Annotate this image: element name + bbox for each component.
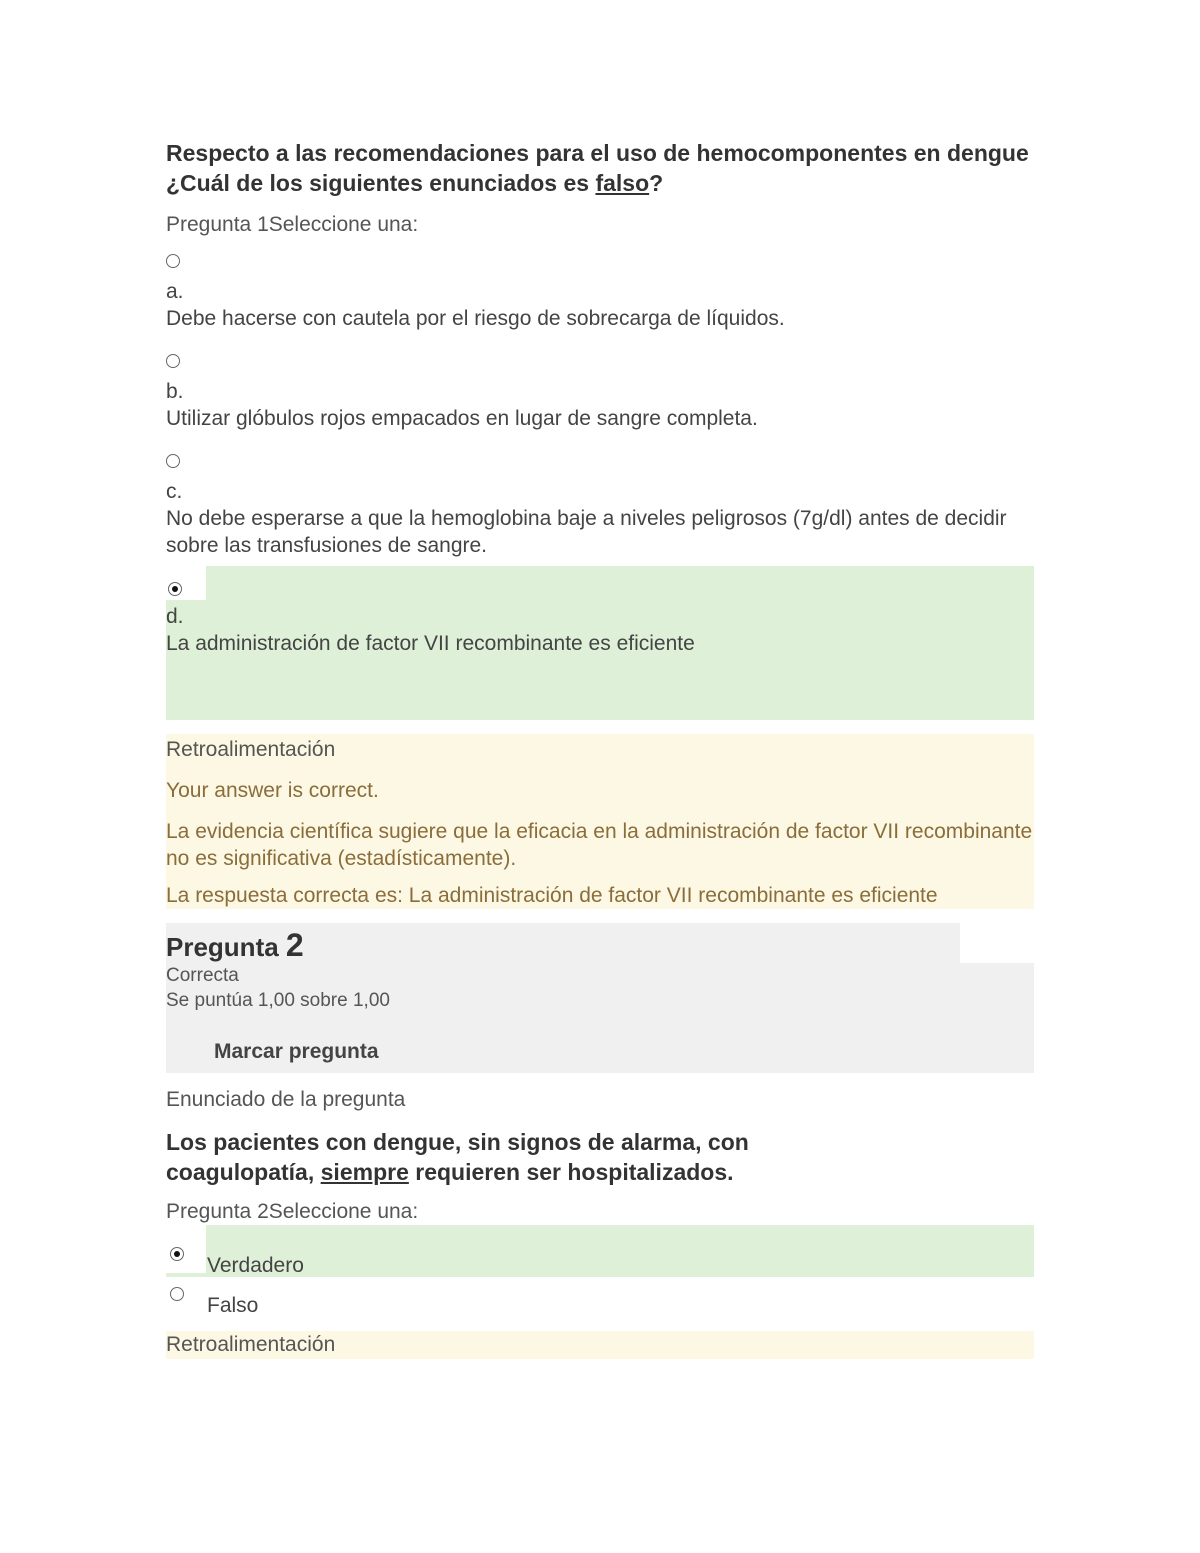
feedback-heading: Retroalimentación bbox=[166, 1333, 336, 1356]
question-1-text-part: Respecto a las recomendaciones para el uso de hemocomponentes en dengue ¿Cuál de los siguientes enunciados es bbox=[166, 140, 1029, 196]
question-1-feedback bbox=[166, 734, 1034, 909]
radio-button-checked-icon[interactable] bbox=[170, 1247, 184, 1261]
quiz-review-page bbox=[166, 138, 1034, 1359]
question-1-prompt: Pregunta 1Seleccione una: bbox=[166, 213, 419, 236]
question-2-underlined-word: siempre bbox=[320, 1159, 409, 1185]
feedback-explanation: La evidencia científica sugiere que la eficacia en la administración de factor VII recombinante no es significativa (estadísticamente). bbox=[166, 820, 1033, 870]
option-letter: a. bbox=[166, 280, 184, 303]
option-letter: d. bbox=[166, 605, 184, 628]
feedback-status: Your answer is correct. bbox=[166, 779, 379, 802]
question-2-grade: Se puntúa 1,00 sobre 1,00 bbox=[166, 990, 390, 1011]
question-2-number bbox=[166, 927, 304, 964]
question-number: 2 bbox=[285, 927, 304, 963]
question-2-info bbox=[166, 923, 1034, 1073]
option-letter: b. bbox=[166, 380, 184, 403]
answer-option-a[interactable] bbox=[166, 238, 1034, 338]
question-2-text bbox=[166, 1127, 786, 1187]
answer-option-true-selected[interactable] bbox=[166, 1225, 1034, 1277]
question-1-text-end: ? bbox=[649, 170, 664, 196]
flag-question-link[interactable]: Marcar pregunta bbox=[214, 1040, 379, 1063]
radio-button-checked-icon[interactable] bbox=[168, 582, 182, 596]
radio-button-icon[interactable] bbox=[170, 1287, 184, 1301]
feedback-heading: Retroalimentación bbox=[166, 738, 336, 761]
question-2-statement-heading: Enunciado de la pregunta bbox=[166, 1088, 406, 1111]
question-2-state: Correcta bbox=[166, 965, 239, 986]
option-text: Utilizar glóbulos rojos empacados en lugar de sangre completa. bbox=[166, 407, 758, 430]
radio-button-icon[interactable] bbox=[166, 354, 180, 368]
question-1-underlined-word: falso bbox=[595, 170, 650, 196]
question-2-feedback bbox=[166, 1331, 1034, 1359]
option-text: No debe esperarse a que la hemoglobina baje a niveles peligrosos (7g/dl) antes de decidir sobre las transfusiones de sangre. bbox=[166, 507, 1007, 557]
question-2-text-end: requieren ser hospitalizados. bbox=[408, 1159, 734, 1185]
question-label: Pregunta bbox=[166, 932, 279, 962]
option-text: Debe hacerse con cautela por el riesgo de sobrecarga de líquidos. bbox=[166, 307, 785, 330]
option-letter: c. bbox=[166, 480, 183, 503]
answer-option-d-selected[interactable] bbox=[166, 566, 1034, 720]
answer-option-b[interactable] bbox=[166, 338, 1034, 438]
radio-button-icon[interactable] bbox=[166, 454, 180, 468]
question-2-prompt: Pregunta 2Seleccione una: bbox=[166, 1200, 419, 1223]
option-text: Verdadero bbox=[207, 1254, 304, 1277]
feedback-correct-answer: La respuesta correcta es: La administración de factor VII recombinante es eficiente bbox=[166, 884, 938, 907]
radio-button-icon[interactable] bbox=[166, 254, 180, 268]
option-text: La administración de factor VII recombinante es eficiente bbox=[166, 632, 695, 655]
question-2-answers bbox=[166, 1225, 1034, 1319]
answer-option-c[interactable] bbox=[166, 438, 1034, 566]
question-1-text bbox=[166, 138, 1034, 198]
answer-option-false[interactable] bbox=[166, 1277, 1034, 1319]
question-2-text-part: Los pacientes con dengue, sin signos de alarma, con coagulopatía, bbox=[166, 1129, 749, 1185]
option-text: Falso bbox=[207, 1294, 259, 1317]
question-1-answers bbox=[166, 238, 1034, 720]
